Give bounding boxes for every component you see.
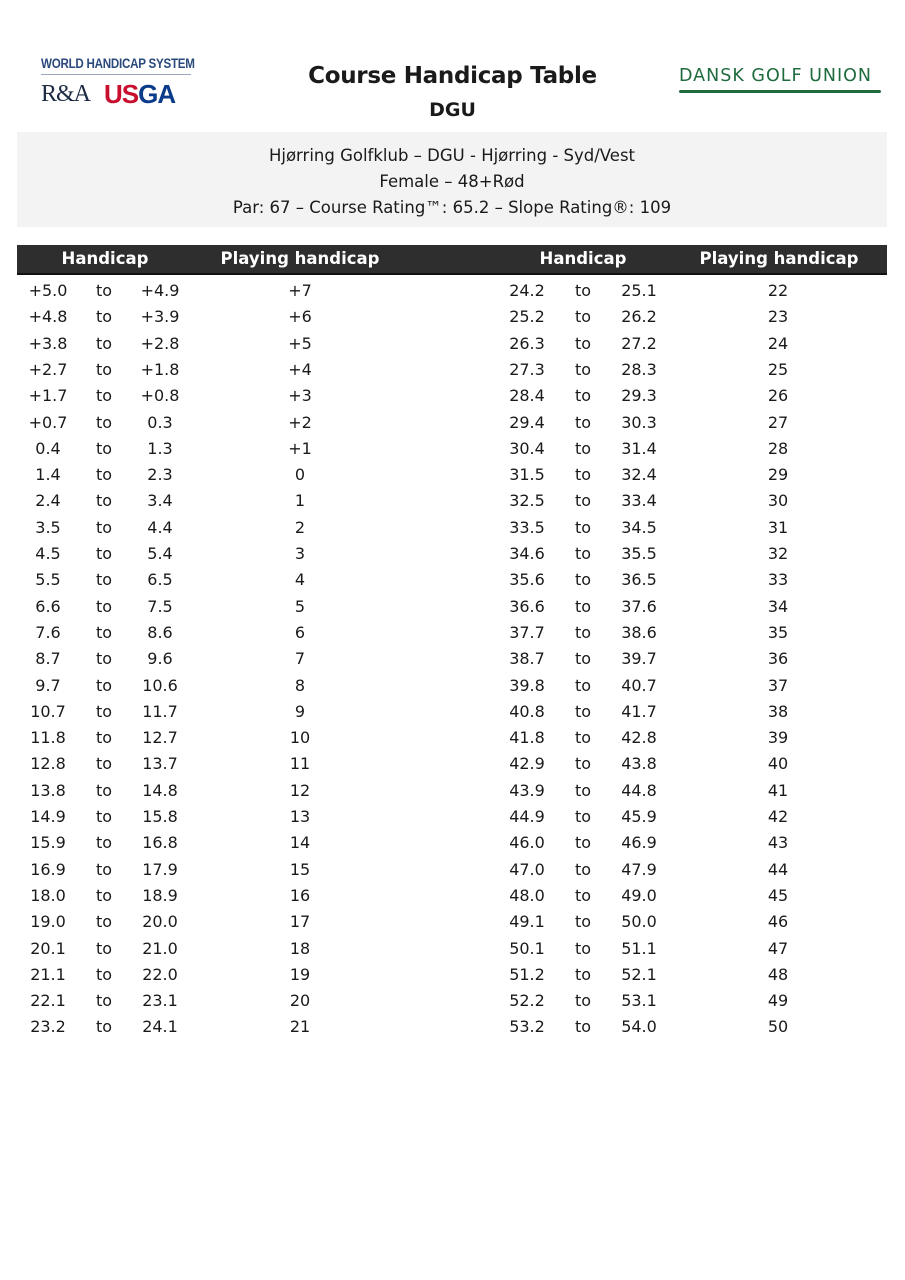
- handicap-to: 29.3: [621, 386, 657, 406]
- range-separator: to: [95, 780, 113, 800]
- handicap-to: +0.8: [140, 386, 180, 406]
- handicap-from: 15.9: [30, 833, 66, 853]
- table-row: [0, 777, 905, 803]
- range-separator: to: [95, 333, 113, 353]
- range-separator: to: [95, 281, 113, 300]
- handicap-from: 3.5: [35, 517, 61, 537]
- range-separator: to: [574, 412, 592, 432]
- table-row: [0, 356, 905, 382]
- playing-handicap: 44: [767, 859, 789, 879]
- handicap-to: 30.3: [621, 412, 657, 432]
- handicap-from: 6.6: [35, 596, 61, 616]
- handicap-from: 43.9: [509, 780, 545, 800]
- handicap-from: 53.2: [509, 1017, 545, 1037]
- handicap-from: 2.4: [35, 491, 61, 511]
- header-handicap-right: Handicap: [539, 249, 627, 268]
- table-row: [0, 303, 905, 329]
- playing-handicap: 2: [294, 517, 306, 537]
- range-separator: to: [95, 991, 113, 1011]
- playing-handicap: 30: [767, 491, 789, 511]
- table-row: [0, 461, 905, 487]
- handicap-from: 48.0: [509, 885, 545, 905]
- handicap-to: 13.7: [142, 754, 178, 774]
- handicap-from: 46.0: [509, 833, 545, 853]
- handicap-from: 30.4: [509, 438, 545, 458]
- handicap-from: 18.0: [30, 885, 66, 905]
- range-separator: to: [574, 281, 592, 300]
- course-info-panel: [17, 132, 887, 227]
- range-separator: to: [574, 649, 592, 669]
- table-row: [0, 750, 905, 776]
- handicap-to: 46.9: [621, 833, 657, 853]
- table-row: [0, 645, 905, 671]
- range-separator: to: [574, 964, 592, 984]
- range-separator: to: [95, 807, 113, 826]
- table-row: [0, 487, 905, 513]
- playing-handicap: 14: [289, 833, 311, 853]
- handicap-to: +2.8: [140, 333, 180, 353]
- range-separator: to: [95, 412, 113, 432]
- playing-handicap: 12: [289, 780, 311, 800]
- handicap-from: 27.3: [509, 359, 545, 379]
- playing-handicap: 7: [294, 649, 306, 669]
- playing-handicap: 23: [767, 307, 789, 327]
- dansk-golf-union-logo: [679, 66, 881, 93]
- handicap-from: 21.1: [30, 964, 66, 984]
- playing-handicap: 3: [294, 544, 306, 563]
- handicap-to: 28.3: [621, 359, 657, 379]
- handicap-from: 13.8: [30, 780, 66, 800]
- playing-handicap: 26: [767, 386, 789, 406]
- playing-handicap: 11: [289, 754, 311, 774]
- handicap-to: 49.0: [621, 885, 657, 905]
- handicap-from: 16.9: [30, 859, 66, 879]
- handicap-to: 5.4: [147, 544, 173, 563]
- handicap-from: 49.1: [509, 912, 545, 932]
- table-row: [0, 856, 905, 882]
- handicap-from: 23.2: [30, 1017, 66, 1037]
- range-separator: to: [574, 912, 592, 932]
- playing-handicap: 5: [294, 596, 306, 616]
- playing-handicap: 16: [289, 885, 311, 905]
- handicap-from: +2.7: [28, 359, 68, 379]
- handicap-from: 38.7: [509, 649, 545, 669]
- playing-handicap: +2: [288, 412, 312, 432]
- handicap-from: 28.4: [509, 386, 545, 406]
- table-row: [0, 672, 905, 698]
- handicap-to: 51.1: [621, 938, 657, 958]
- range-separator: to: [574, 333, 592, 353]
- playing-handicap: 31: [767, 517, 789, 537]
- table-row: [0, 935, 905, 961]
- range-separator: to: [95, 359, 113, 379]
- rating-info: Par: 67 – Course Rating™: 65.2 – Slope Rating®: 109: [232, 198, 672, 217]
- ra-logo: R&A: [41, 81, 91, 107]
- handicap-from: 50.1: [509, 938, 545, 958]
- handicap-to: 45.9: [621, 807, 657, 826]
- range-separator: to: [95, 544, 113, 563]
- table-row: [0, 435, 905, 461]
- playing-handicap: 42: [767, 807, 789, 826]
- playing-handicap: 43: [767, 833, 789, 853]
- handicap-from: 41.8: [509, 728, 545, 748]
- playing-handicap: 49: [767, 991, 789, 1011]
- table-row: [0, 698, 905, 724]
- table-row: [0, 961, 905, 987]
- handicap-from: 22.1: [30, 991, 66, 1011]
- range-separator: to: [95, 728, 113, 748]
- handicap-from: 37.7: [509, 622, 545, 642]
- playing-handicap: 18: [289, 938, 311, 958]
- playing-handicap: 45: [767, 885, 789, 905]
- handicap-from: 36.6: [509, 596, 545, 616]
- handicap-from: 8.7: [35, 649, 61, 669]
- playing-handicap: 34: [767, 596, 789, 616]
- header-handicap-left: Handicap: [61, 249, 149, 268]
- handicap-to: 1.3: [147, 438, 173, 458]
- range-separator: to: [95, 465, 113, 485]
- playing-handicap: 13: [289, 807, 311, 826]
- range-separator: to: [574, 465, 592, 485]
- table-row: [0, 514, 905, 540]
- playing-handicap: +3: [288, 386, 312, 406]
- range-separator: to: [574, 991, 592, 1011]
- playing-handicap: +5: [288, 333, 312, 353]
- playing-handicap: 46: [767, 912, 789, 932]
- playing-handicap: 6: [294, 622, 306, 642]
- range-separator: to: [95, 701, 113, 721]
- handicap-to: 21.0: [142, 938, 178, 958]
- tee-info: Female – 48+Rød: [379, 172, 525, 191]
- range-separator: to: [574, 544, 592, 563]
- range-separator: to: [574, 570, 592, 590]
- playing-handicap: 4: [294, 570, 306, 590]
- playing-handicap: 40: [767, 754, 789, 774]
- handicap-from: 32.5: [509, 491, 545, 511]
- handicap-to: 15.8: [142, 807, 178, 826]
- range-separator: to: [95, 649, 113, 669]
- handicap-to: 35.5: [621, 544, 657, 563]
- range-separator: to: [95, 570, 113, 590]
- range-separator: to: [574, 438, 592, 458]
- handicap-from: 20.1: [30, 938, 66, 958]
- handicap-from: +1.7: [28, 386, 68, 406]
- playing-handicap: 37: [767, 675, 789, 695]
- handicap-from: 19.0: [30, 912, 66, 932]
- handicap-from: +5.0: [28, 281, 68, 300]
- playing-handicap: 20: [289, 991, 311, 1011]
- handicap-to: 43.8: [621, 754, 657, 774]
- handicap-to: 36.5: [621, 570, 657, 590]
- handicap-from: 11.8: [30, 728, 66, 748]
- range-separator: to: [574, 386, 592, 406]
- table-row: [0, 908, 905, 934]
- handicap-from: 29.4: [509, 412, 545, 432]
- playing-handicap: 17: [289, 912, 311, 932]
- handicap-to: 44.8: [621, 780, 657, 800]
- table-row: [0, 409, 905, 435]
- range-separator: to: [574, 359, 592, 379]
- range-separator: to: [95, 912, 113, 932]
- handicap-to: +4.9: [140, 281, 180, 300]
- playing-handicap: 24: [767, 333, 789, 353]
- table-row: [0, 987, 905, 1013]
- handicap-to: 52.1: [621, 964, 657, 984]
- playing-handicap: 1: [294, 491, 306, 511]
- handicap-from: 39.8: [509, 675, 545, 695]
- course-name: Hjørring Golfklub – DGU - Hjørring - Syd/Vest: [268, 146, 636, 165]
- range-separator: to: [95, 491, 113, 511]
- handicap-from: 9.7: [35, 675, 61, 695]
- page-title: Course Handicap Table: [308, 63, 597, 89]
- range-separator: to: [95, 1017, 113, 1037]
- handicap-from: 40.8: [509, 701, 545, 721]
- handicap-from: 35.6: [509, 570, 545, 590]
- handicap-to: 25.1: [621, 281, 657, 300]
- playing-handicap: 27: [767, 412, 789, 432]
- range-separator: to: [574, 807, 592, 826]
- playing-handicap: 19: [289, 964, 311, 984]
- playing-handicap: 22: [767, 281, 789, 300]
- handicap-to: 53.1: [621, 991, 657, 1011]
- range-separator: to: [95, 938, 113, 958]
- handicap-from: 44.9: [509, 807, 545, 826]
- page-subtitle: DGU: [429, 99, 476, 121]
- handicap-to: 7.5: [147, 596, 173, 616]
- handicap-from: 52.2: [509, 991, 545, 1011]
- table-row: [0, 829, 905, 855]
- handicap-to: 3.4: [147, 491, 173, 511]
- handicap-to: 9.6: [147, 649, 173, 669]
- range-separator: to: [574, 833, 592, 853]
- handicap-from: +0.7: [28, 412, 68, 432]
- playing-handicap: 25: [767, 359, 789, 379]
- range-separator: to: [95, 675, 113, 695]
- handicap-to: 31.4: [621, 438, 657, 458]
- range-separator: to: [574, 1017, 592, 1037]
- header-playing-handicap-right: Playing handicap: [699, 249, 859, 268]
- range-separator: to: [574, 780, 592, 800]
- playing-handicap: +7: [288, 281, 312, 300]
- handicap-from: +4.8: [28, 307, 68, 327]
- table-row: [0, 277, 905, 303]
- playing-handicap: 8: [294, 675, 306, 695]
- handicap-from: 26.3: [509, 333, 545, 353]
- handicap-to: 24.1: [142, 1017, 178, 1037]
- range-separator: to: [574, 938, 592, 958]
- dgu-logo-rule: [679, 90, 881, 93]
- playing-handicap: 0: [294, 465, 306, 485]
- playing-handicap: 39: [767, 728, 789, 748]
- handicap-to: 50.0: [621, 912, 657, 932]
- usga-logo: USGA: [104, 79, 176, 109]
- range-separator: to: [574, 622, 592, 642]
- handicap-to: 54.0: [621, 1017, 657, 1037]
- playing-handicap: 21: [289, 1017, 311, 1037]
- handicap-to: 27.2: [621, 333, 657, 353]
- range-separator: to: [574, 859, 592, 879]
- handicap-to: 26.2: [621, 307, 657, 327]
- range-separator: to: [574, 701, 592, 721]
- handicap-to: 11.7: [142, 701, 178, 721]
- range-separator: to: [95, 438, 113, 458]
- table-row: [0, 724, 905, 750]
- handicap-from: 7.6: [35, 622, 61, 642]
- handicap-to: 42.8: [621, 728, 657, 748]
- table-row: [0, 619, 905, 645]
- range-separator: to: [95, 859, 113, 879]
- table-header: [17, 245, 887, 275]
- table-row: [0, 593, 905, 619]
- handicap-to: 32.4: [621, 465, 657, 485]
- playing-handicap: 32: [767, 544, 789, 563]
- handicap-to: 20.0: [142, 912, 178, 932]
- handicap-to: 34.5: [621, 517, 657, 537]
- handicap-to: 12.7: [142, 728, 178, 748]
- handicap-to: 17.9: [142, 859, 178, 879]
- handicap-from: 4.5: [35, 544, 61, 563]
- playing-handicap: 15: [289, 859, 311, 879]
- handicap-from: 47.0: [509, 859, 545, 879]
- dgu-logo-text: DANSK GOLF UNION: [679, 66, 873, 86]
- range-separator: to: [574, 885, 592, 905]
- range-separator: to: [574, 491, 592, 511]
- handicap-to: 38.6: [621, 622, 657, 642]
- handicap-from: +3.8: [28, 333, 68, 353]
- handicap-to: 0.3: [147, 412, 173, 432]
- handicap-from: 24.2: [509, 281, 545, 300]
- table-row: [0, 382, 905, 408]
- handicap-from: 1.4: [35, 465, 61, 485]
- handicap-from: 10.7: [30, 701, 66, 721]
- range-separator: to: [95, 596, 113, 616]
- playing-handicap: 28: [767, 438, 789, 458]
- handicap-from: 42.9: [509, 754, 545, 774]
- playing-handicap: 36: [767, 649, 789, 669]
- handicap-from: 5.5: [35, 570, 61, 590]
- playing-handicap: 38: [767, 701, 789, 721]
- playing-handicap: 41: [767, 780, 789, 800]
- handicap-from: 0.4: [35, 438, 61, 458]
- range-separator: to: [574, 596, 592, 616]
- range-separator: to: [574, 675, 592, 695]
- handicap-from: 25.2: [509, 307, 545, 327]
- range-separator: to: [574, 728, 592, 748]
- handicap-to: 6.5: [147, 570, 173, 590]
- table-row: [0, 882, 905, 908]
- range-separator: to: [95, 754, 113, 774]
- playing-handicap: +1: [288, 438, 312, 458]
- playing-handicap: 33: [767, 570, 789, 590]
- playing-handicap: 29: [767, 465, 789, 485]
- whs-logo-text: WORLD HANDICAP SYSTEM: [41, 56, 195, 71]
- playing-handicap: 35: [767, 622, 789, 642]
- table-row: [0, 540, 905, 566]
- handicap-to: 2.3: [147, 465, 173, 485]
- handicap-to: 33.4: [621, 491, 657, 511]
- range-separator: to: [95, 964, 113, 984]
- range-separator: to: [95, 307, 113, 327]
- handicap-to: 8.6: [147, 622, 173, 642]
- handicap-to: 41.7: [621, 701, 657, 721]
- header-playing-handicap-left: Playing handicap: [220, 249, 380, 268]
- handicap-to: 37.6: [621, 596, 657, 616]
- handicap-to: 23.1: [142, 991, 178, 1011]
- range-separator: to: [95, 386, 113, 406]
- range-separator: to: [95, 833, 113, 853]
- table-row: [0, 566, 905, 592]
- handicap-to: +1.8: [140, 359, 180, 379]
- handicap-to: 18.9: [142, 885, 178, 905]
- handicap-from: 14.9: [30, 807, 66, 826]
- playing-handicap: 48: [767, 964, 789, 984]
- table-row: [0, 803, 905, 829]
- handicap-to: 22.0: [142, 964, 178, 984]
- table-row: [0, 1013, 905, 1039]
- handicap-from: 34.6: [509, 544, 545, 563]
- handicap-to: 16.8: [142, 833, 178, 853]
- handicap-from: 51.2: [509, 964, 545, 984]
- playing-handicap: +4: [288, 359, 312, 379]
- range-separator: to: [95, 622, 113, 642]
- handicap-to: +3.9: [140, 307, 180, 327]
- handicap-from: 31.5: [509, 465, 545, 485]
- handicap-to: 14.8: [142, 780, 178, 800]
- range-separator: to: [574, 754, 592, 774]
- handicap-from: 33.5: [509, 517, 545, 537]
- handicap-from: 12.8: [30, 754, 66, 774]
- handicap-to: 47.9: [621, 859, 657, 879]
- playing-handicap: 47: [767, 938, 789, 958]
- playing-handicap: 10: [289, 728, 311, 748]
- handicap-to: 4.4: [147, 517, 173, 537]
- handicap-to: 40.7: [621, 675, 657, 695]
- playing-handicap: 9: [294, 701, 306, 721]
- range-separator: to: [95, 517, 113, 537]
- range-separator: to: [95, 885, 113, 905]
- handicap-to: 10.6: [142, 675, 178, 695]
- range-separator: to: [574, 307, 592, 327]
- table-row: [0, 330, 905, 356]
- playing-handicap: +6: [288, 307, 312, 327]
- handicap-to: 39.7: [621, 649, 657, 669]
- playing-handicap: 50: [767, 1017, 789, 1037]
- range-separator: to: [574, 517, 592, 537]
